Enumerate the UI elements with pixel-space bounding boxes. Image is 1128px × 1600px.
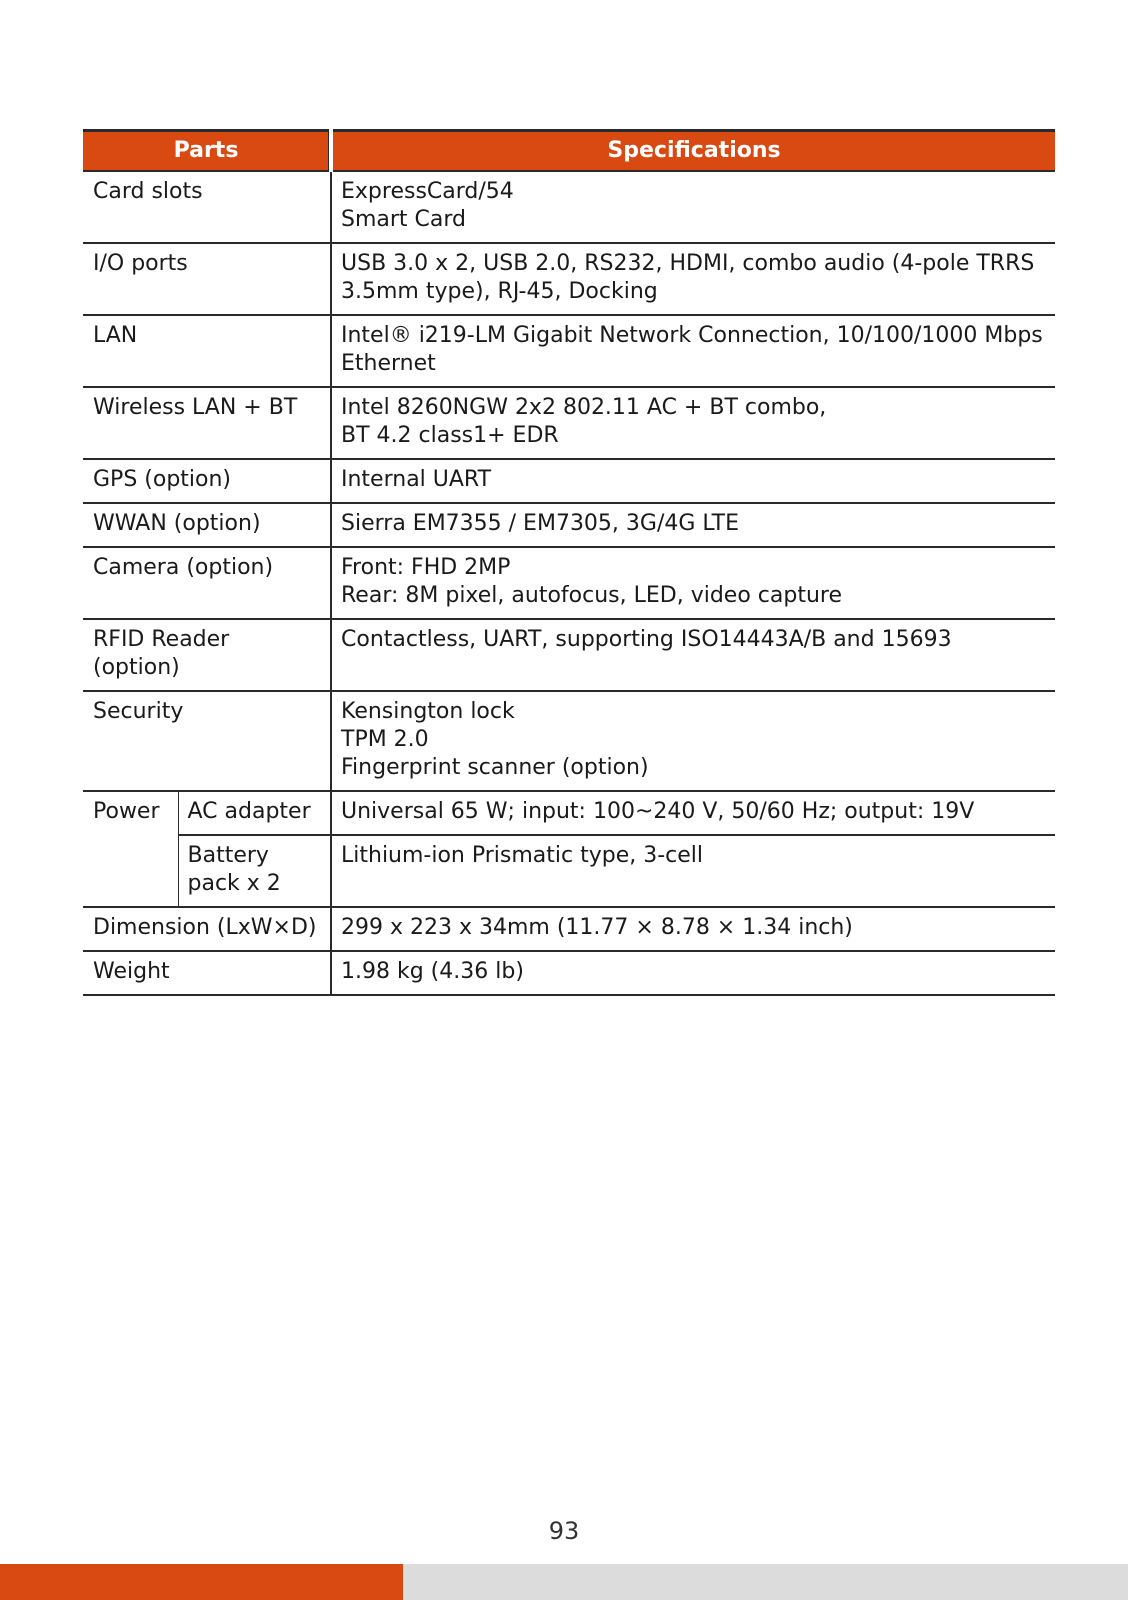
table-row [83,547,1055,619]
specifications-table [83,129,1055,996]
table-row [83,243,1055,315]
row-spec-ac-adapter: Universal 65 W; input: 100~240 V, 50/60 Hz; output: 19V [331,791,1055,835]
table-row [83,835,1055,907]
row-part-dimension: Dimension (LxW×D) [83,907,331,951]
row-part-io-ports: I/O ports [83,243,331,315]
row-part-wwan: WWAN (option) [83,503,331,547]
table-row [83,171,1055,243]
row-spec-dimension: 299 x 223 x 34mm (11.77 × 8.78 × 1.34 inch) [331,907,1055,951]
row-spec-wwan: Sierra EM7355 / EM7305, 3G/4G LTE [331,503,1055,547]
row-part-lan: LAN [83,315,331,387]
row-spec-rfid: Contactless, UART, supporting ISO14443A/B and 15693 [331,619,1055,691]
row-part-wireless: Wireless LAN + BT [83,387,331,459]
table-row [83,691,1055,791]
table-row [83,315,1055,387]
table-row [83,951,1055,995]
row-part-power: Power [83,791,178,907]
row-spec-card-slots: ExpressCard/54 Smart Card [331,171,1055,243]
footer-gray-bar [403,1564,1128,1600]
table-row [83,791,1055,835]
row-spec-lan: Intel® i219-LM Gigabit Network Connection, 10/100/1000 Mbps Ethernet [331,315,1055,387]
table-header-row [83,131,1055,172]
row-spec-battery-pack: Lithium-ion Prismatic type, 3-cell [331,835,1055,907]
table-row [83,907,1055,951]
row-part-gps: GPS (option) [83,459,331,503]
row-part-card-slots: Card slots [83,171,331,243]
page-number: 93 [548,1517,580,1545]
header-specifications: Specifications [331,131,1055,172]
row-spec-gps: Internal UART [331,459,1055,503]
row-part-camera: Camera (option) [83,547,331,619]
table-row [83,619,1055,691]
row-spec-security: Kensington lock TPM 2.0 Fingerprint scanner (option) [331,691,1055,791]
row-part-security: Security [83,691,331,791]
footer-bar [0,1564,1128,1600]
row-sub-battery-pack: Battery pack x 2 [178,835,331,907]
table-row [83,387,1055,459]
row-spec-wireless: Intel 8260NGW 2x2 802.11 AC + BT combo, BT 4.2 class1+ EDR [331,387,1055,459]
row-spec-camera: Front: FHD 2MP Rear: 8M pixel, autofocus, LED, video capture [331,547,1055,619]
footer-accent-bar [0,1564,403,1600]
row-spec-io-ports: USB 3.0 x 2, USB 2.0, RS232, HDMI, combo audio (4-pole TRRS 3.5mm type), RJ-45, Docking [331,243,1055,315]
row-part-weight: Weight [83,951,331,995]
row-sub-ac-adapter: AC adapter [178,791,331,835]
table-row [83,459,1055,503]
table-row [83,503,1055,547]
row-spec-weight: 1.98 kg (4.36 lb) [331,951,1055,995]
row-part-rfid: RFID Reader (option) [83,619,331,691]
header-parts: Parts [83,131,331,172]
